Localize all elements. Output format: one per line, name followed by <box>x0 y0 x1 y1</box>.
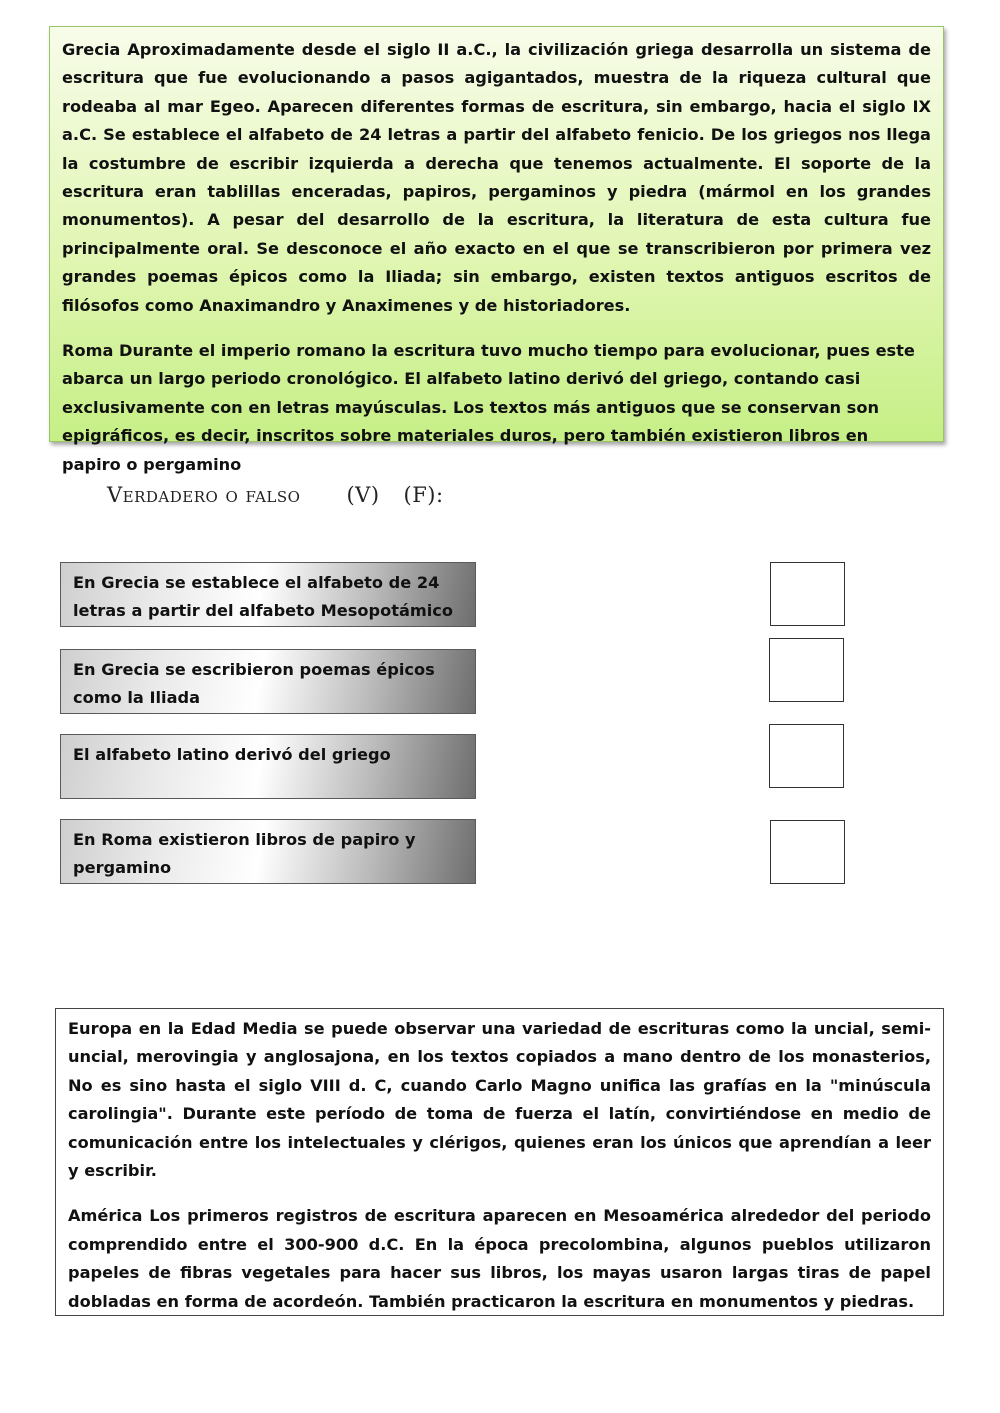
grecia-roma-text-box <box>49 26 944 474</box>
grecia-paragraph: Grecia Aproximadamente desde el siglo II a.C., la civilización griega desarrolla un sistema de escritura que fue evolucionando a pasos agigantados, muestra de la riqueza cultural que rodeaba al mar Egeo. Aparecen diferentes formas de escritura, sin embargo, hacia el siglo IX a.C. Se establece el alfabeto de 24 letras a partir del alfabeto fenicio. De los griegos nos llega la costumbre de escribir izquierda a derecha que tenemos actualmente. El soporte de la escritura eran tablillas enceradas, papiros, pergaminos y piedra (mármol en los grandes monumentos). A pesar del desarrollo de la escritura, la literatura de esta cultura fue principalmente oral. Se desconoce el año exacto en el que se transcribieron por primera vez grandes poemas épicos como la Iliada; sin embargo, existen textos antiguos escritos de filósofos como Anaximandro y Anaximenes y de historiadores. <box>62 40 931 315</box>
europa-paragraph: Europa en la Edad Media se puede observar una variedad de escrituras como la uncial, semi-uncial, merovingia y anglosajona, en los textos copiados a mano dentro de los monasterios, No es sino hasta el siglo VIII d. C, cuando Carlo Magno unifica las grafías en la "minúscula carolingia". Durante este período de toma de fuerza el latín, convirtiéndose en medio de comunicación entre los intelectuales y clérigos, quienes eran los únicos que aprendían a leer y escribir. <box>68 1019 931 1181</box>
quiz-heading-v: (V) <box>346 483 380 507</box>
answer-box-2[interactable] <box>769 638 844 702</box>
answer-box-1[interactable] <box>770 562 845 626</box>
statement-2: En Grecia se escribieron poemas épicos como la Iliada <box>60 649 476 714</box>
statement-1: En Grecia se establece el alfabeto de 24 letras a partir del alfabeto Mesopotámico <box>60 562 476 627</box>
roma-paragraph: Roma Durante el imperio romano la escritura tuvo mucho tiempo para evolucionar, pues este abarca un largo periodo cronológico. El alfabeto latino derivó del griego, contando casi exclusivamente con en letras mayúsculas. Los textos más antiguos que se conservan son epigráficos, es decir, inscritos sobre materiales duros, pero también existieron libros en papiro o pergamino <box>62 341 915 474</box>
statement-3: El alfabeto latino derivó del griego <box>60 734 476 799</box>
statement-4: En Roma existieron libros de papiro y pergamino <box>60 819 476 884</box>
answer-box-4[interactable] <box>770 820 845 884</box>
answer-box-3[interactable] <box>769 724 844 788</box>
quiz-heading-title: Verdadero o falso <box>107 483 301 507</box>
europa-america-text-box <box>55 1008 944 1316</box>
america-paragraph: América Los primeros registros de escritura aparecen en Mesoamérica alrededor del periodo comprendido entre el 300-900 d.C. En la época precolombina, algunos pueblos utilizaron papeles de fibras vegetales para hacer sus libros, los mayas usaron largas tiras de papel dobladas en forma de acordeón. También practicaron la escritura en monumentos y piedras. <box>68 1206 931 1311</box>
quiz-heading-f: (F): <box>403 483 444 507</box>
quiz-heading <box>107 483 444 507</box>
